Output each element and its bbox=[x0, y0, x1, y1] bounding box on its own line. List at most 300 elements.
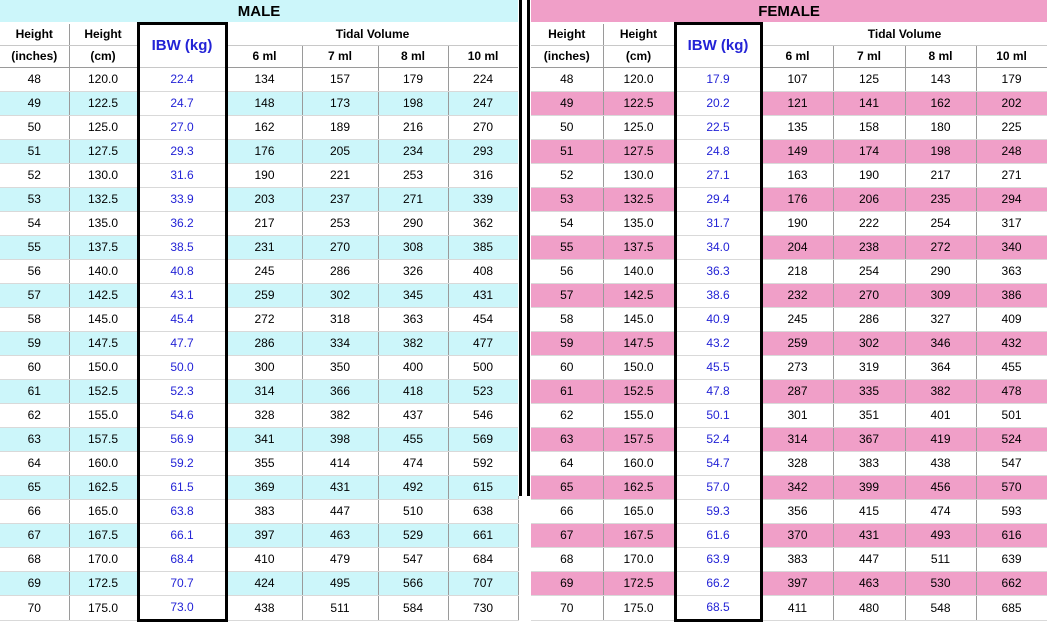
female-table-row bbox=[531, 259, 1047, 283]
female-cell-tv-10ml: 271 bbox=[976, 163, 1047, 187]
male-cell-tv-6ml: 438 bbox=[226, 595, 302, 620]
female-cell-tv-7ml: 174 bbox=[833, 139, 905, 163]
female-table-row bbox=[531, 307, 1047, 331]
male-cell-ibw: 54.6 bbox=[138, 403, 226, 427]
male-cell-tv-10ml: 293 bbox=[448, 139, 518, 163]
male-table-row bbox=[0, 475, 518, 499]
female-table-panel bbox=[531, 0, 1047, 622]
female-cell-ibw: 40.9 bbox=[675, 307, 761, 331]
male-cell-tv-6ml: 217 bbox=[226, 211, 302, 235]
male-cell-height-cm: 147.5 bbox=[69, 331, 138, 355]
male-cell-tv-6ml: 314 bbox=[226, 379, 302, 403]
male-cell-tv-10ml: 431 bbox=[448, 283, 518, 307]
male-table-row bbox=[0, 331, 518, 355]
female-cell-tv-7ml: 238 bbox=[833, 235, 905, 259]
male-cell-ibw: 56.9 bbox=[138, 427, 226, 451]
male-cell-tv-8ml: 253 bbox=[378, 163, 448, 187]
male-cell-tv-7ml: 511 bbox=[302, 595, 378, 620]
female-cell-tv-6ml: 163 bbox=[761, 163, 833, 187]
male-cell-ibw: 36.2 bbox=[138, 211, 226, 235]
male-cell-tv-7ml: 205 bbox=[302, 139, 378, 163]
female-table-row bbox=[531, 187, 1047, 211]
male-cell-tv-7ml: 463 bbox=[302, 523, 378, 547]
female-cell-tv-6ml: 287 bbox=[761, 379, 833, 403]
male-cell-tv-10ml: 638 bbox=[448, 499, 518, 523]
male-cell-height-inches: 51 bbox=[0, 139, 69, 163]
male-cell-ibw: 33.9 bbox=[138, 187, 226, 211]
male-header-inches-unit: (inches) bbox=[0, 45, 69, 67]
male-cell-height-cm: 165.0 bbox=[69, 499, 138, 523]
male-table-row bbox=[0, 187, 518, 211]
male-cell-tv-8ml: 290 bbox=[378, 211, 448, 235]
male-cell-tv-7ml: 398 bbox=[302, 427, 378, 451]
female-header-tv-7ml: 7 ml bbox=[833, 45, 905, 67]
female-cell-tv-8ml: 235 bbox=[905, 187, 976, 211]
male-table-row bbox=[0, 499, 518, 523]
female-cell-tv-6ml: 314 bbox=[761, 427, 833, 451]
female-header-row-1 bbox=[531, 24, 1047, 46]
female-cell-tv-6ml: 107 bbox=[761, 67, 833, 91]
male-title: MALE bbox=[0, 0, 518, 24]
female-cell-height-inches: 51 bbox=[531, 139, 603, 163]
female-cell-tv-8ml: 143 bbox=[905, 67, 976, 91]
female-cell-ibw: 36.3 bbox=[675, 259, 761, 283]
female-table-row bbox=[531, 235, 1047, 259]
female-table-row bbox=[531, 139, 1047, 163]
female-cell-height-cm: 160.0 bbox=[603, 451, 675, 475]
male-cell-tv-7ml: 350 bbox=[302, 355, 378, 379]
male-cell-tv-8ml: 400 bbox=[378, 355, 448, 379]
male-cell-tv-6ml: 369 bbox=[226, 475, 302, 499]
female-cell-tv-8ml: 290 bbox=[905, 259, 976, 283]
male-cell-ibw: 73.0 bbox=[138, 595, 226, 620]
female-cell-tv-10ml: 432 bbox=[976, 331, 1047, 355]
female-cell-height-cm: 165.0 bbox=[603, 499, 675, 523]
male-title-row bbox=[0, 0, 518, 24]
female-cell-ibw: 20.2 bbox=[675, 91, 761, 115]
female-cell-height-cm: 127.5 bbox=[603, 139, 675, 163]
female-cell-tv-8ml: 474 bbox=[905, 499, 976, 523]
female-cell-ibw: 61.6 bbox=[675, 523, 761, 547]
female-cell-height-cm: 145.0 bbox=[603, 307, 675, 331]
female-table-row bbox=[531, 283, 1047, 307]
male-table-row bbox=[0, 451, 518, 475]
female-header-height-cm: Height bbox=[603, 24, 675, 46]
female-cell-ibw: 38.6 bbox=[675, 283, 761, 307]
female-cell-tv-10ml: 248 bbox=[976, 139, 1047, 163]
female-cell-tv-10ml: 639 bbox=[976, 547, 1047, 571]
male-cell-ibw: 38.5 bbox=[138, 235, 226, 259]
male-cell-tv-10ml: 684 bbox=[448, 547, 518, 571]
male-cell-tv-10ml: 270 bbox=[448, 115, 518, 139]
male-cell-tv-10ml: 224 bbox=[448, 67, 518, 91]
female-cell-tv-7ml: 351 bbox=[833, 403, 905, 427]
male-cell-tv-7ml: 253 bbox=[302, 211, 378, 235]
male-table-row bbox=[0, 523, 518, 547]
male-table-row bbox=[0, 547, 518, 571]
female-cell-tv-6ml: 149 bbox=[761, 139, 833, 163]
female-title-row bbox=[531, 0, 1047, 24]
male-cell-height-inches: 69 bbox=[0, 571, 69, 595]
female-cell-tv-8ml: 511 bbox=[905, 547, 976, 571]
female-cell-tv-10ml: 294 bbox=[976, 187, 1047, 211]
female-cell-tv-6ml: 190 bbox=[761, 211, 833, 235]
male-cell-ibw: 61.5 bbox=[138, 475, 226, 499]
male-cell-height-inches: 58 bbox=[0, 307, 69, 331]
female-cell-tv-7ml: 415 bbox=[833, 499, 905, 523]
male-cell-tv-6ml: 231 bbox=[226, 235, 302, 259]
female-cell-tv-8ml: 180 bbox=[905, 115, 976, 139]
male-cell-tv-7ml: 431 bbox=[302, 475, 378, 499]
male-cell-ibw: 68.4 bbox=[138, 547, 226, 571]
female-cell-height-cm: 130.0 bbox=[603, 163, 675, 187]
female-cell-tv-6ml: 342 bbox=[761, 475, 833, 499]
female-cell-tv-10ml: 179 bbox=[976, 67, 1047, 91]
female-cell-tv-7ml: 383 bbox=[833, 451, 905, 475]
male-cell-tv-10ml: 730 bbox=[448, 595, 518, 620]
separator-line-right bbox=[527, 0, 530, 496]
female-cell-ibw: 22.5 bbox=[675, 115, 761, 139]
female-cell-tv-7ml: 141 bbox=[833, 91, 905, 115]
female-cell-height-inches: 49 bbox=[531, 91, 603, 115]
female-cell-tv-6ml: 383 bbox=[761, 547, 833, 571]
female-header-height-inches: Height bbox=[531, 24, 603, 46]
female-cell-height-inches: 58 bbox=[531, 307, 603, 331]
female-cell-height-cm: 147.5 bbox=[603, 331, 675, 355]
female-cell-tv-8ml: 493 bbox=[905, 523, 976, 547]
female-cell-height-cm: 155.0 bbox=[603, 403, 675, 427]
male-cell-height-inches: 64 bbox=[0, 451, 69, 475]
male-table-row bbox=[0, 211, 518, 235]
male-table-panel bbox=[0, 0, 518, 622]
male-cell-tv-8ml: 308 bbox=[378, 235, 448, 259]
male-cell-ibw: 70.7 bbox=[138, 571, 226, 595]
female-table-row bbox=[531, 163, 1047, 187]
female-cell-height-cm: 135.0 bbox=[603, 211, 675, 235]
female-cell-height-inches: 61 bbox=[531, 379, 603, 403]
male-table-row bbox=[0, 355, 518, 379]
female-cell-height-inches: 69 bbox=[531, 571, 603, 595]
female-cell-tv-10ml: 593 bbox=[976, 499, 1047, 523]
female-cell-tv-7ml: 480 bbox=[833, 595, 905, 620]
male-cell-height-cm: 172.5 bbox=[69, 571, 138, 595]
male-table-row bbox=[0, 427, 518, 451]
female-cell-tv-6ml: 356 bbox=[761, 499, 833, 523]
female-table-row bbox=[531, 571, 1047, 595]
male-cell-tv-7ml: 157 bbox=[302, 67, 378, 91]
male-cell-height-cm: 150.0 bbox=[69, 355, 138, 379]
male-cell-height-cm: 142.5 bbox=[69, 283, 138, 307]
male-cell-tv-10ml: 661 bbox=[448, 523, 518, 547]
male-cell-tv-6ml: 134 bbox=[226, 67, 302, 91]
male-table-row bbox=[0, 283, 518, 307]
male-cell-ibw: 59.2 bbox=[138, 451, 226, 475]
female-header-tidal-volume: Tidal Volume bbox=[761, 24, 1047, 46]
female-table bbox=[531, 0, 1047, 622]
female-cell-tv-8ml: 346 bbox=[905, 331, 976, 355]
male-cell-tv-10ml: 316 bbox=[448, 163, 518, 187]
female-cell-tv-8ml: 382 bbox=[905, 379, 976, 403]
male-cell-tv-10ml: 707 bbox=[448, 571, 518, 595]
male-cell-height-cm: 130.0 bbox=[69, 163, 138, 187]
female-cell-tv-6ml: 328 bbox=[761, 451, 833, 475]
male-cell-height-inches: 62 bbox=[0, 403, 69, 427]
male-header-tv-10ml: 10 ml bbox=[448, 45, 518, 67]
female-cell-tv-10ml: 386 bbox=[976, 283, 1047, 307]
male-cell-height-inches: 70 bbox=[0, 595, 69, 620]
male-cell-ibw: 40.8 bbox=[138, 259, 226, 283]
female-cell-tv-10ml: 685 bbox=[976, 595, 1047, 620]
female-cell-tv-7ml: 286 bbox=[833, 307, 905, 331]
male-cell-height-cm: 157.5 bbox=[69, 427, 138, 451]
male-cell-tv-7ml: 414 bbox=[302, 451, 378, 475]
female-cell-height-cm: 122.5 bbox=[603, 91, 675, 115]
male-table-body bbox=[0, 0, 518, 620]
male-cell-tv-10ml: 523 bbox=[448, 379, 518, 403]
male-cell-tv-7ml: 189 bbox=[302, 115, 378, 139]
female-table-row bbox=[531, 67, 1047, 91]
male-cell-tv-8ml: 529 bbox=[378, 523, 448, 547]
male-cell-tv-10ml: 546 bbox=[448, 403, 518, 427]
male-header-height-inches: Height bbox=[0, 24, 69, 46]
female-cell-height-inches: 64 bbox=[531, 451, 603, 475]
female-table-row bbox=[531, 115, 1047, 139]
female-table-body bbox=[531, 0, 1047, 620]
female-cell-height-inches: 68 bbox=[531, 547, 603, 571]
male-cell-tv-8ml: 418 bbox=[378, 379, 448, 403]
male-cell-height-inches: 68 bbox=[0, 547, 69, 571]
female-cell-height-cm: 137.5 bbox=[603, 235, 675, 259]
male-cell-tv-6ml: 355 bbox=[226, 451, 302, 475]
male-cell-tv-8ml: 234 bbox=[378, 139, 448, 163]
female-cell-tv-10ml: 547 bbox=[976, 451, 1047, 475]
male-cell-tv-7ml: 334 bbox=[302, 331, 378, 355]
female-cell-ibw: 50.1 bbox=[675, 403, 761, 427]
female-cell-height-inches: 66 bbox=[531, 499, 603, 523]
female-cell-ibw: 17.9 bbox=[675, 67, 761, 91]
female-cell-ibw: 24.8 bbox=[675, 139, 761, 163]
male-header-row-1 bbox=[0, 24, 518, 46]
female-cell-height-inches: 57 bbox=[531, 283, 603, 307]
male-cell-ibw: 52.3 bbox=[138, 379, 226, 403]
male-cell-tv-6ml: 245 bbox=[226, 259, 302, 283]
male-cell-ibw: 24.7 bbox=[138, 91, 226, 115]
male-cell-height-cm: 135.0 bbox=[69, 211, 138, 235]
female-cell-tv-8ml: 327 bbox=[905, 307, 976, 331]
male-cell-height-inches: 52 bbox=[0, 163, 69, 187]
male-cell-tv-7ml: 479 bbox=[302, 547, 378, 571]
separator-line-left bbox=[519, 0, 522, 496]
male-cell-height-inches: 61 bbox=[0, 379, 69, 403]
male-cell-height-cm: 162.5 bbox=[69, 475, 138, 499]
female-cell-tv-8ml: 198 bbox=[905, 139, 976, 163]
female-cell-tv-8ml: 254 bbox=[905, 211, 976, 235]
female-cell-tv-7ml: 222 bbox=[833, 211, 905, 235]
male-cell-tv-8ml: 547 bbox=[378, 547, 448, 571]
female-cell-tv-8ml: 548 bbox=[905, 595, 976, 620]
male-cell-tv-6ml: 272 bbox=[226, 307, 302, 331]
male-cell-tv-6ml: 148 bbox=[226, 91, 302, 115]
male-header-tidal-volume: Tidal Volume bbox=[226, 24, 518, 46]
female-cell-height-cm: 175.0 bbox=[603, 595, 675, 620]
male-header-cm-unit: (cm) bbox=[69, 45, 138, 67]
female-cell-tv-8ml: 272 bbox=[905, 235, 976, 259]
male-cell-tv-6ml: 383 bbox=[226, 499, 302, 523]
female-cell-tv-7ml: 270 bbox=[833, 283, 905, 307]
male-cell-height-cm: 122.5 bbox=[69, 91, 138, 115]
male-cell-height-cm: 175.0 bbox=[69, 595, 138, 620]
female-cell-tv-6ml: 259 bbox=[761, 331, 833, 355]
male-cell-tv-6ml: 162 bbox=[226, 115, 302, 139]
female-cell-tv-10ml: 478 bbox=[976, 379, 1047, 403]
male-cell-tv-7ml: 495 bbox=[302, 571, 378, 595]
female-cell-ibw: 57.0 bbox=[675, 475, 761, 499]
female-cell-tv-8ml: 419 bbox=[905, 427, 976, 451]
male-cell-tv-7ml: 286 bbox=[302, 259, 378, 283]
female-cell-ibw: 31.7 bbox=[675, 211, 761, 235]
male-table-row bbox=[0, 379, 518, 403]
male-cell-tv-7ml: 318 bbox=[302, 307, 378, 331]
male-cell-height-cm: 132.5 bbox=[69, 187, 138, 211]
female-cell-ibw: 43.2 bbox=[675, 331, 761, 355]
female-cell-height-inches: 70 bbox=[531, 595, 603, 620]
female-cell-tv-7ml: 463 bbox=[833, 571, 905, 595]
male-cell-ibw: 66.1 bbox=[138, 523, 226, 547]
male-cell-ibw: 50.0 bbox=[138, 355, 226, 379]
female-cell-tv-10ml: 340 bbox=[976, 235, 1047, 259]
female-cell-ibw: 63.9 bbox=[675, 547, 761, 571]
male-cell-tv-6ml: 176 bbox=[226, 139, 302, 163]
male-header-tv-6ml: 6 ml bbox=[226, 45, 302, 67]
male-cell-height-cm: 120.0 bbox=[69, 67, 138, 91]
female-cell-height-inches: 50 bbox=[531, 115, 603, 139]
female-table-row bbox=[531, 475, 1047, 499]
male-table-row bbox=[0, 259, 518, 283]
female-header-tv-6ml: 6 ml bbox=[761, 45, 833, 67]
female-cell-height-cm: 152.5 bbox=[603, 379, 675, 403]
male-cell-height-inches: 56 bbox=[0, 259, 69, 283]
male-cell-tv-6ml: 300 bbox=[226, 355, 302, 379]
female-cell-tv-6ml: 301 bbox=[761, 403, 833, 427]
female-cell-tv-7ml: 158 bbox=[833, 115, 905, 139]
male-cell-tv-6ml: 397 bbox=[226, 523, 302, 547]
female-cell-tv-7ml: 190 bbox=[833, 163, 905, 187]
male-cell-tv-6ml: 203 bbox=[226, 187, 302, 211]
male-cell-tv-10ml: 247 bbox=[448, 91, 518, 115]
female-cell-height-cm: 170.0 bbox=[603, 547, 675, 571]
male-cell-tv-7ml: 447 bbox=[302, 499, 378, 523]
male-cell-height-inches: 63 bbox=[0, 427, 69, 451]
female-table-row bbox=[531, 211, 1047, 235]
male-cell-tv-8ml: 510 bbox=[378, 499, 448, 523]
female-table-row bbox=[531, 595, 1047, 620]
female-cell-tv-7ml: 254 bbox=[833, 259, 905, 283]
female-cell-tv-8ml: 401 bbox=[905, 403, 976, 427]
female-cell-height-cm: 132.5 bbox=[603, 187, 675, 211]
female-cell-tv-10ml: 363 bbox=[976, 259, 1047, 283]
female-cell-height-inches: 55 bbox=[531, 235, 603, 259]
male-cell-tv-10ml: 454 bbox=[448, 307, 518, 331]
female-cell-tv-8ml: 456 bbox=[905, 475, 976, 499]
male-cell-tv-8ml: 382 bbox=[378, 331, 448, 355]
female-cell-height-cm: 142.5 bbox=[603, 283, 675, 307]
male-cell-ibw: 31.6 bbox=[138, 163, 226, 187]
male-cell-height-inches: 50 bbox=[0, 115, 69, 139]
female-cell-tv-10ml: 570 bbox=[976, 475, 1047, 499]
male-cell-tv-6ml: 286 bbox=[226, 331, 302, 355]
female-cell-height-cm: 157.5 bbox=[603, 427, 675, 451]
female-cell-height-inches: 65 bbox=[531, 475, 603, 499]
male-cell-tv-8ml: 179 bbox=[378, 67, 448, 91]
male-table-row bbox=[0, 115, 518, 139]
male-cell-tv-10ml: 477 bbox=[448, 331, 518, 355]
female-cell-tv-6ml: 397 bbox=[761, 571, 833, 595]
male-cell-tv-6ml: 424 bbox=[226, 571, 302, 595]
male-cell-height-inches: 60 bbox=[0, 355, 69, 379]
male-cell-tv-8ml: 584 bbox=[378, 595, 448, 620]
male-table-row bbox=[0, 235, 518, 259]
male-cell-tv-10ml: 385 bbox=[448, 235, 518, 259]
male-table-row bbox=[0, 571, 518, 595]
female-cell-tv-8ml: 364 bbox=[905, 355, 976, 379]
female-table-row bbox=[531, 427, 1047, 451]
male-table-row bbox=[0, 403, 518, 427]
female-table-row bbox=[531, 91, 1047, 115]
male-cell-tv-8ml: 492 bbox=[378, 475, 448, 499]
male-cell-height-inches: 48 bbox=[0, 67, 69, 91]
male-cell-tv-8ml: 198 bbox=[378, 91, 448, 115]
female-cell-tv-10ml: 616 bbox=[976, 523, 1047, 547]
female-cell-tv-7ml: 302 bbox=[833, 331, 905, 355]
male-cell-tv-6ml: 341 bbox=[226, 427, 302, 451]
female-cell-tv-10ml: 317 bbox=[976, 211, 1047, 235]
male-cell-ibw: 22.4 bbox=[138, 67, 226, 91]
male-cell-height-inches: 66 bbox=[0, 499, 69, 523]
male-cell-tv-7ml: 270 bbox=[302, 235, 378, 259]
male-cell-tv-7ml: 366 bbox=[302, 379, 378, 403]
female-header-row-2 bbox=[531, 45, 1047, 67]
male-cell-tv-6ml: 328 bbox=[226, 403, 302, 427]
male-cell-tv-6ml: 190 bbox=[226, 163, 302, 187]
female-cell-tv-7ml: 125 bbox=[833, 67, 905, 91]
male-cell-tv-10ml: 408 bbox=[448, 259, 518, 283]
female-cell-tv-8ml: 162 bbox=[905, 91, 976, 115]
male-cell-tv-6ml: 259 bbox=[226, 283, 302, 307]
male-cell-tv-8ml: 363 bbox=[378, 307, 448, 331]
male-cell-ibw: 27.0 bbox=[138, 115, 226, 139]
female-cell-ibw: 34.0 bbox=[675, 235, 761, 259]
female-title: FEMALE bbox=[531, 0, 1047, 24]
male-cell-tv-10ml: 569 bbox=[448, 427, 518, 451]
female-header-inches-unit: (inches) bbox=[531, 45, 603, 67]
male-header-row-2 bbox=[0, 45, 518, 67]
male-cell-tv-8ml: 455 bbox=[378, 427, 448, 451]
male-cell-tv-8ml: 345 bbox=[378, 283, 448, 307]
male-cell-tv-7ml: 302 bbox=[302, 283, 378, 307]
male-table-row bbox=[0, 595, 518, 620]
female-cell-tv-7ml: 447 bbox=[833, 547, 905, 571]
female-table-row bbox=[531, 355, 1047, 379]
male-cell-height-cm: 170.0 bbox=[69, 547, 138, 571]
male-cell-height-cm: 160.0 bbox=[69, 451, 138, 475]
male-cell-tv-8ml: 216 bbox=[378, 115, 448, 139]
female-header-tv-8ml: 8 ml bbox=[905, 45, 976, 67]
female-cell-tv-6ml: 121 bbox=[761, 91, 833, 115]
male-cell-height-cm: 167.5 bbox=[69, 523, 138, 547]
male-cell-height-inches: 55 bbox=[0, 235, 69, 259]
female-cell-height-cm: 120.0 bbox=[603, 67, 675, 91]
male-cell-tv-8ml: 326 bbox=[378, 259, 448, 283]
